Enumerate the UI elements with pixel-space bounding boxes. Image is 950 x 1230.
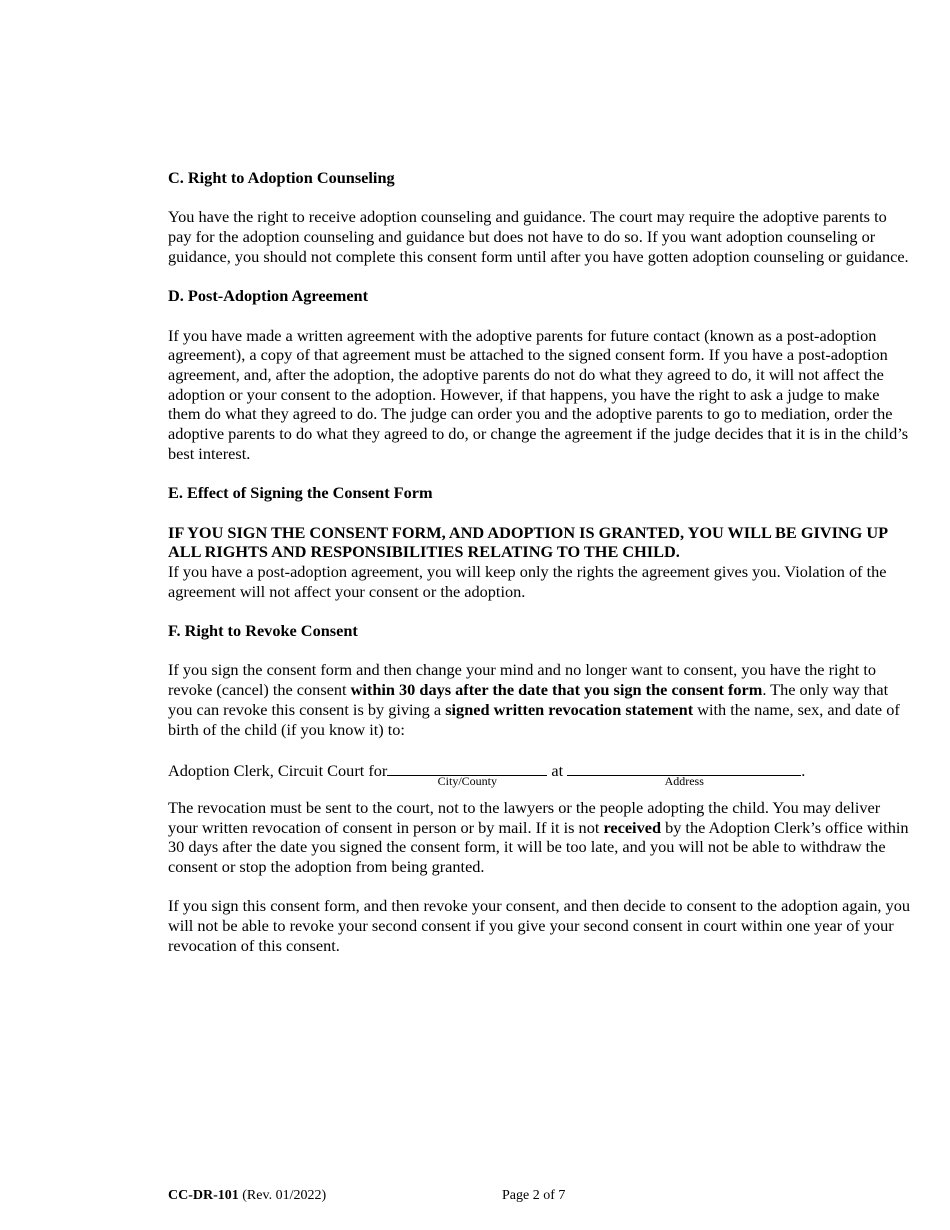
form-revision: (Rev. 01/2022) (242, 1188, 327, 1203)
clerk-end: . (801, 760, 806, 780)
text-run: by the Adoption Clerk’s office within 30 days after the date you signed the consent form, it will be too late, and you will not be able to withdraw the consent or stop the adoption from being granted. (168, 817, 909, 877)
emphasis-30-days: within 30 days after the date that you sign the consent form (350, 680, 763, 700)
text-run: If you sign the consent form and then change your mind and no longer want to consent, you have the right to revoke (cancel) the consent (168, 660, 877, 700)
section-f-paragraph-1 (168, 660, 913, 739)
section-e-body: If you have a post-adoption agreement, you will keep only the rights the agreement gives you. Violation of the agreement will not affect your consent or the adoption. (168, 561, 887, 601)
section-e-warning: IF YOU SIGN THE CONSENT FORM, AND ADOPTION IS GRANTED, YOU WILL BE GIVING UP ALL RIGHTS AND RESPONSIBILITIES RELATING TO THE CHILD. (168, 522, 888, 562)
address-label: Address (664, 773, 704, 788)
page-number: Page 2 of 7 (502, 1188, 566, 1203)
clerk-at: at (551, 760, 564, 780)
city-county-label: City/County (437, 773, 497, 788)
page-footer (168, 1187, 913, 1205)
emphasis-received: received (603, 817, 661, 837)
text-run: The revocation must be sent to the court, not to the lawyers or the people adopting the child. You may deliver your written revocation of consent in person or by mail. If it is not (168, 797, 881, 837)
document-body (168, 168, 913, 956)
address-field[interactable] (567, 759, 801, 788)
section-c-heading: C. Right to Adoption Counseling (168, 168, 395, 187)
section-c-body: You have the right to receive adoption counseling and guidance. The court may require the adoptive parents to pay for the adoption counseling and guidance but does not have to do so. If you want adoption counseling or guidance, you should not complete this consent form until after you have gotten adoption counseling or guidance. (168, 207, 909, 266)
section-d-heading: D. Post-Adoption Agreement (168, 286, 369, 306)
text-run: . The only way that you can revoke this consent is by giving a (168, 680, 889, 719)
section-e-heading: E. Effect of Signing the Consent Form (168, 483, 433, 503)
text-run: with the name, sex, and date of birth of the child (if you know it) to: (168, 699, 900, 739)
section-f-paragraph-2 (168, 798, 913, 877)
city-county-field[interactable] (387, 759, 547, 788)
form-id: CC-DR-101 (168, 1188, 239, 1203)
adoption-clerk-line (168, 759, 913, 787)
clerk-prefix: Adoption Clerk, Circuit Court for (168, 760, 388, 780)
section-d-body: If you have made a written agreement with the adoptive parents for future contact (known as a post-adoption agreement), a copy of that agreement must be attached to the signed consent form. If you have a post-adoption agreement, and, after the adoption, the adoptive parents do not do what they agreed to do, it will not affect the adoption or your consent to the adoption. However, if that happens, you have the right to ask a judge to make them do what they agreed to do. The judge can order you and the adoptive parents to go to mediation, order the adoptive parents to do what they agreed to do, or change the agreement if the judge decides that it is in the child’s best interest. (168, 325, 909, 463)
emphasis-revocation-statement: signed written revocation statement (445, 699, 694, 719)
section-f-paragraph-3: If you sign this consent form, and then revoke your consent, and then decide to consent to the adoption again, you will not be able to revoke your second consent if you give your second consent in court within one year of your revocation of this consent. (168, 896, 910, 955)
section-f-heading: F. Right to Revoke Consent (168, 621, 358, 641)
